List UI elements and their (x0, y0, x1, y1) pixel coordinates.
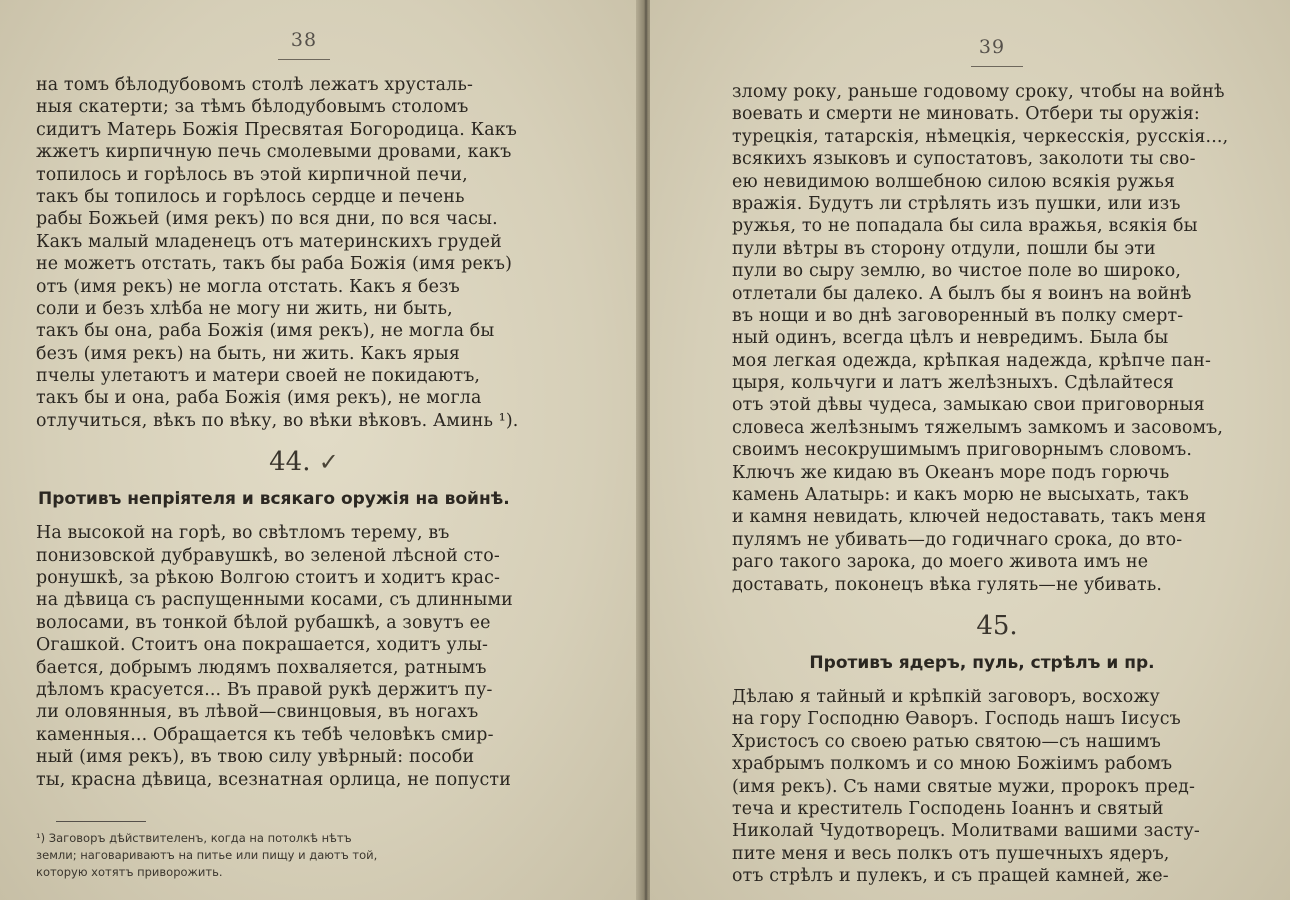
text-line: каменныя... Обращается къ тебѣ человѣкъ смир- (36, 724, 494, 745)
text-line: отъ этой дѣвы чудеса, замыкаю свои приговорныя (732, 395, 1205, 416)
text-line: теча и креститель Господень Іоаннъ и святый (732, 798, 1164, 819)
text-line: ный одинъ, всегда цѣлъ и невредимъ. Была бы (732, 328, 1169, 349)
left-body-text (36, 522, 572, 791)
text-line: ли оловянныя, въ лѣвой—свинцовыя, въ ногахъ (36, 702, 479, 723)
text-line: такъ бы и она, раба Божія (имя рекъ), не могла (36, 388, 482, 409)
text-line: воевать и смерти не миновать. Отбери ты оружія: (732, 104, 1200, 125)
section-heading: Противъ непріятеля и всякаго оружія на войнѣ. (38, 489, 510, 510)
text-line: ты, красна дѣвица, всезнатная орлица, не попусти (36, 769, 511, 790)
text-line: на гору Господню Ѳаворъ. Господь нашъ Іисусъ (732, 709, 1181, 730)
text-line: пулямъ не убивать—до годичнаго срока, до вто- (732, 529, 1183, 550)
text-line: пчелы улетаютъ и матери своей не покидаютъ, (36, 366, 481, 387)
text-line: словеса желѣзнымъ тяжелымъ замкомъ и засовомъ, (732, 417, 1224, 438)
footnote-line: которую хотятъ приворожить. (36, 864, 223, 879)
text-line: цыря, кольчуги и латъ желѣзныхъ. Сдѣлайтеся (732, 373, 1174, 394)
text-line: Огашкой. Стоитъ она покрашается, ходитъ улы- (36, 635, 489, 656)
text-line: доставать, поконецъ вѣка гулять—не убивать. (732, 574, 1163, 595)
text-line: храбрымъ полкомъ и со мною Божіимъ рабомъ (732, 754, 1173, 775)
text-line: турецкія, татарскія, нѣмецкія, черкесскія, русскія..., (732, 126, 1229, 147)
text-line: камень Алатырь: и какъ морю не высыхать, такъ (732, 485, 1189, 506)
page-number-rule (971, 66, 1023, 67)
right-top-text (732, 81, 1262, 596)
section-heading: Противъ ядеръ, пуль, стрѣлъ и пр. (809, 652, 1155, 673)
text-line: сидитъ Матерь Божія Пресвятая Богородица. Какъ (36, 119, 517, 140)
text-line: Ключъ же кидаю въ Океанъ море подъ горючь (732, 462, 1170, 483)
section-number (36, 442, 572, 482)
text-line: своимъ несокрушимымъ приговорнымъ словомъ. (732, 440, 1193, 461)
text-line: Дѣлаю я тайный и крѣпкій заговоръ, восхожу (732, 686, 1160, 707)
text-line: ный (имя рекъ), въ твою силу увѣрный: пособи (36, 747, 475, 768)
text-line: всякихъ языковъ и супостатовъ, заколоти ты сво- (732, 149, 1196, 170)
text-line: отъ стрѣлъ и пулекъ, и съ пращей камней, же- (732, 866, 1169, 887)
text-line: пули во сыру землю, во чистое поле во широко, (732, 261, 1182, 282)
text-line: въ нощи и во днѣ заговоренный въ полку смерт- (732, 305, 1184, 326)
text-line: отъ (имя рекъ) не могла отстать. Какъ я безъ (36, 276, 460, 297)
text-line: отлетали бы далеко. А былъ бы я воинъ на войнѣ (732, 283, 1192, 304)
text-line: раго такого зарока, до моего живота имъ не (732, 552, 1149, 573)
text-line: ныя скатерти; за тѣмъ бѣлодубовымъ столомъ (36, 97, 469, 118)
footnote-line: земли; наговариваютъ на питье или пищу и даютъ той, (36, 847, 378, 862)
text-line: безъ (имя рекъ) на быть, ни жить. Какъ ярыя (36, 343, 460, 364)
right-body-text (732, 686, 1262, 888)
text-line: волосами, въ тонкой бѣлой рубашкѣ, а зовутъ ее (36, 612, 491, 633)
text-line: ружья, то не попадала бы сила вражья, всякія бы (732, 216, 1198, 237)
text-line: понизовской дубравушкѣ, во зеленой лѣсной сто- (36, 545, 500, 566)
checkmark-icon: ✓ (318, 448, 339, 477)
text-line: ею невидимою волшебною силою всякія ружья (732, 171, 1176, 192)
section-number (732, 606, 1262, 646)
text-line: отлучиться, вѣкъ по вѣку, во вѣки вѣковъ. Аминь ¹). (36, 410, 519, 431)
text-line: топилось и горѣлось въ этой кирпичной печи, (36, 164, 468, 185)
text-line: такъ бы топилось и горѣлось сердце и печень (36, 186, 465, 207)
footnote-rule (56, 821, 146, 822)
text-line: На высокой на горѣ, во свѣтломъ терему, въ (36, 523, 450, 544)
text-line: на томъ бѣлодубовомъ столѣ лежатъ хрусталь- (36, 75, 473, 95)
text-line: бается, добрымъ людямъ похваляется, ратнымъ (36, 657, 487, 678)
footnote-line: ¹) Заговоръ дѣйствителенъ, когда на потолкѣ нѣтъ (36, 830, 352, 845)
text-line: Какъ малый младенецъ отъ материнскихъ грудей (36, 231, 502, 252)
text-line: жжетъ кирпичную печь смолевыми дровами, какъ (36, 142, 512, 163)
text-line: и камня невидать, ключей недоставать, такъ меня (732, 507, 1207, 528)
text-line: (имя рекъ). Съ нами святые мужи, пророкъ пред- (732, 776, 1196, 797)
text-line: Николай Чудотворецъ. Молитвами вашими засту- (732, 821, 1200, 842)
page-number-rule (278, 59, 330, 60)
text-line: вражія. Будутъ ли стрѣлять изъ пушки, или изъ (732, 193, 1181, 214)
text-line: моя легкая одежда, крѣпкая надежда, крѣпче пан- (732, 350, 1212, 371)
text-line: на дѣвица съ распущенными косами, съ длинными (36, 590, 513, 611)
text-line: ронушкѣ, за рѣкою Волгою стоитъ и ходитъ крас- (36, 568, 500, 589)
text-line: Христосъ со своею ратью святою—съ нашимъ (732, 731, 1161, 752)
page-number: 39 (978, 36, 1006, 58)
footnote (36, 830, 572, 881)
section-number-text: 45. (976, 610, 1018, 641)
text-line: такъ бы она, раба Божія (имя рекъ), не могла бы (36, 321, 495, 342)
right-page (650, 0, 1290, 900)
text-line: не можетъ отстать, такъ бы раба Божія (имя рекъ) (36, 254, 513, 275)
left-page (0, 0, 642, 900)
text-line: злому року, раньше годовому сроку, чтобы на войнѣ (732, 82, 1225, 102)
page-number: 38 (290, 29, 318, 51)
section-number-text: 44. (269, 447, 311, 478)
left-top-text (36, 74, 572, 432)
text-line: рабы Божьей (имя рекъ) по вся дни, по вся часы. (36, 209, 498, 230)
text-line: пите меня и весь полкъ отъ пушечныхъ ядеръ, (732, 843, 1170, 864)
text-line: пули вѣтры въ сторону отдули, пошли бы эти (732, 238, 1156, 259)
text-line: соли и безъ хлѣба не могу ни жить, ни быть, (36, 298, 453, 319)
text-line: дѣломъ красуется... Въ правой рукѣ держитъ пу- (36, 679, 493, 700)
